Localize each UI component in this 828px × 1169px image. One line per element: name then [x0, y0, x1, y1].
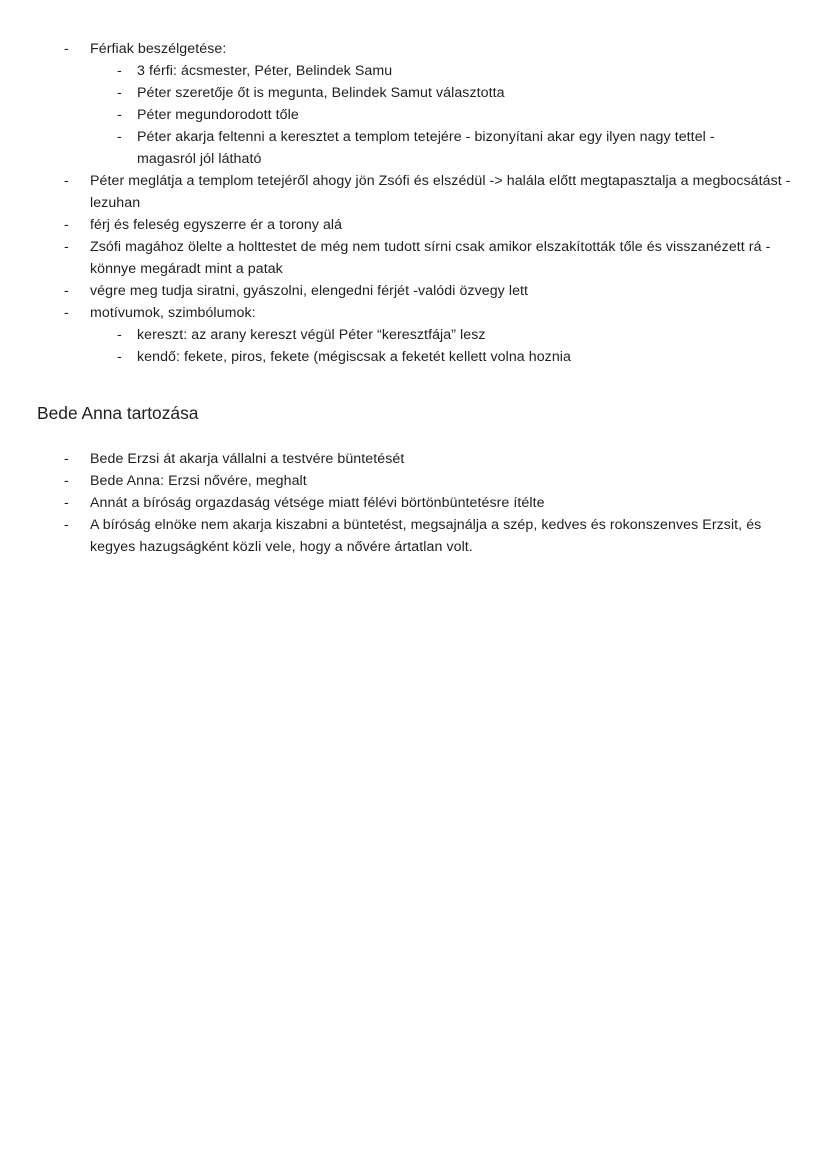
list-item-text: A bíróság elnöke nem akarja kiszabni a büntetést, megsajnálja a szép, kedves és rokonszenves Erzsit, és kegyes hazugságként közli vele, hogy a nővére ártatlan volt.	[90, 517, 762, 555]
list-item	[117, 82, 828, 104]
bullet-dash-icon: -	[64, 239, 69, 255]
list-item-text: motívumok, szimbólumok:	[90, 305, 256, 321]
bullet-dash-icon: -	[117, 349, 122, 365]
bullet-dash-icon: -	[64, 41, 69, 57]
section-heading-bede-anna: Bede Anna tartozása	[37, 403, 199, 423]
bullet-dash-icon: -	[64, 173, 69, 189]
list-item	[64, 214, 828, 236]
list-item	[64, 492, 828, 514]
list-item-text: Annát a bíróság orgazdaság vétsége miatt félévi börtönbüntetésre ítélte	[90, 495, 545, 511]
list-item	[117, 324, 828, 346]
bullet-dash-icon: -	[64, 473, 69, 489]
list-item	[64, 170, 828, 214]
list-item-text: Zsófi magához ölelte a holttestet de még nem tudott sírni csak amikor elszakították tőle és visszanézett rá - könnye megáradt mint a patak	[90, 239, 771, 277]
bullet-dash-icon: -	[117, 107, 122, 123]
list-item	[117, 60, 828, 82]
list-item	[117, 346, 828, 368]
bullet-dash-icon: -	[64, 495, 69, 511]
list-item	[64, 514, 828, 558]
bullet-dash-icon: -	[117, 327, 122, 343]
bullet-dash-icon: -	[64, 217, 69, 233]
list-item	[64, 280, 828, 302]
list-item-text: Péter szeretője őt is megunta, Belindek Samut választotta	[137, 85, 505, 101]
list-item-text: kereszt: az arany kereszt végül Péter “keresztfája” lesz	[137, 327, 486, 343]
bullet-dash-icon: -	[64, 517, 69, 533]
list-item	[117, 104, 828, 126]
list-item	[64, 448, 828, 470]
spacer	[0, 368, 828, 401]
list-item-text: kendő: fekete, piros, fekete (mégiscsak a feketét kellett volna hoznia	[137, 349, 571, 365]
list-item-text: Bede Erzsi át akarja vállalni a testvére büntetését	[90, 451, 405, 467]
notes-list-section-one	[0, 38, 828, 368]
list-item	[64, 38, 828, 60]
document-body	[0, 0, 828, 558]
notes-list-section-two	[0, 448, 828, 558]
bullet-dash-icon: -	[64, 283, 69, 299]
list-item-text: 3 férfi: ácsmester, Péter, Belindek Samu	[137, 63, 393, 79]
bullet-dash-icon: -	[117, 63, 122, 79]
list-item	[64, 236, 828, 280]
list-item-text: Péter akarja feltenni a keresztet a templom tetejére - bizonyítani akar egy ilyen nagy tettel - magasról jól látható	[137, 129, 715, 167]
list-item-text: végre meg tudja siratni, gyászolni, elengedni férjét -valódi özvegy lett	[90, 283, 529, 299]
bullet-dash-icon: -	[117, 129, 122, 145]
list-item-text: Péter meglátja a templom tetejéről ahogy jön Zsófi és elszédül -> halála előtt megtapasztalja a megbocsátást - lezuhan	[90, 173, 791, 211]
bullet-dash-icon: -	[117, 85, 122, 101]
spacer	[0, 425, 828, 448]
list-item-text: Bede Anna: Erzsi nővére, meghalt	[90, 473, 307, 489]
bullet-dash-icon: -	[64, 305, 69, 321]
list-item-text: férj és feleség egyszerre ér a torony alá	[90, 217, 343, 233]
list-item-text: Péter megundorodott tőle	[137, 107, 299, 123]
list-item	[117, 126, 828, 170]
list-item	[64, 302, 828, 324]
list-item	[64, 470, 828, 492]
list-item-text: Férfiak beszélgetése:	[90, 41, 227, 57]
bullet-dash-icon: -	[64, 451, 69, 467]
